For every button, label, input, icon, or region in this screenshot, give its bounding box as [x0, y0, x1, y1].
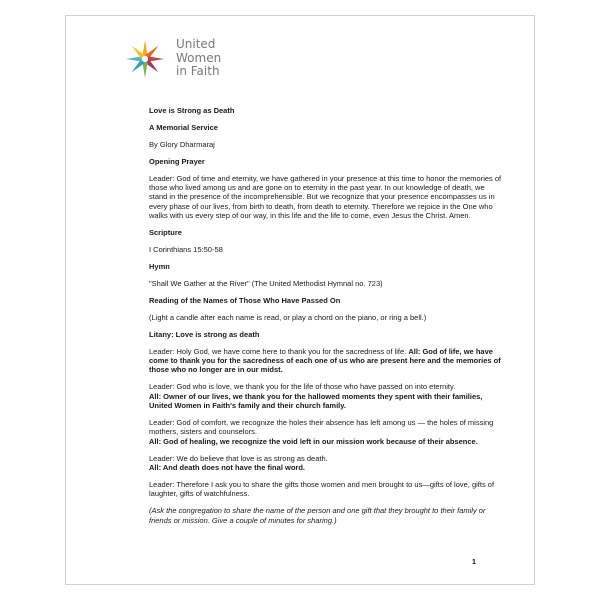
names-reading-heading: Reading of the Names of Those Who Have Passed On	[149, 295, 341, 305]
page-number: 1	[471, 557, 476, 566]
document-author: By Glory Dharmaraj	[149, 139, 215, 149]
litany-leader-line: Leader: God who is love, we thank you for the life of those who have passed on into eternity.	[149, 382, 456, 392]
litany-item	[149, 382, 503, 410]
hymn-heading: Hymn	[149, 261, 170, 271]
litany-instruction: (Ask the congregation to share the name of the person and one gift that they brought to their family or friends or mission. Give a couple of minutes for sharing.)	[149, 506, 486, 525]
logo-wordmark	[176, 38, 221, 79]
logo-line-1: United	[176, 37, 216, 51]
litany-leader-line: Leader: We do believe that love is as strong as death.	[149, 453, 328, 463]
litany-leader-line: Leader: Holy God, we have come here to thank you for the sacredness of life.	[149, 346, 409, 356]
logo-line-2: Women	[176, 50, 222, 65]
litany-all-response: All: Owner of our lives, we thank you for the hallowed moments they spent with their families, United Women in Faith's family and their church family.	[149, 391, 483, 411]
litany-item	[149, 347, 503, 375]
names-reading-text: (Light a candle after each name is read, or play a chord on the piano, or ring a bell.)	[149, 312, 427, 322]
logo-line-3: in Faith	[176, 64, 220, 78]
document-page	[65, 15, 535, 585]
scripture-heading: Scripture	[149, 228, 182, 238]
opening-prayer-heading: Opening Prayer	[149, 156, 205, 166]
litany-item	[149, 454, 503, 473]
litany-item	[149, 418, 503, 446]
litany-all-response: All: God of healing, we recognize the void left in our mission work because of their absence.	[149, 436, 478, 446]
litany-leader-line: Leader: God of comfort, we recognize the holes their absence has left among us — the holes of missing mothers, sisters and counselors.	[149, 417, 494, 437]
document-body	[149, 106, 503, 533]
litany-heading: Litany: Love is strong as death	[149, 329, 260, 339]
litany-all-response: All: God of life, we have come to thank you for the sacredness of each one of us who are present here and the memories of those who no longer are in our midst.	[149, 346, 501, 375]
scripture-text: I Corinthians 15:50-58	[149, 245, 223, 255]
hymn-text: "Shall We Gather at the River" (The United Methodist Hymnal no. 723)	[149, 278, 383, 288]
litany-all-response: All: And death does not have the final word.	[149, 463, 305, 473]
pinwheel-star-logo-icon	[124, 38, 166, 80]
opening-prayer-text: Leader: God of time and eternity, we have gathered in your presence at this time to honor the memories of those who lived among us and are gone on to eternity in the past year. In our knowledge of death, we stand in the presence of the incomprehensible. But we recognize that your presence encompasses us in every phase of our lives, from birth to death, from death to eternity. Therefore we rejoice in the One who walks with us every step of our way, in this life and the life to come, even Jesus the Christ. Amen.	[149, 173, 502, 221]
litany-closing: Leader: Therefore I ask you to share the gifts those women and men brought to us—gifts of love, gifts of laughter, gifts of watchfulness.	[149, 479, 495, 499]
document-subtitle: A Memorial Service	[149, 122, 218, 132]
document-title: Love is Strong as Death	[149, 106, 235, 115]
